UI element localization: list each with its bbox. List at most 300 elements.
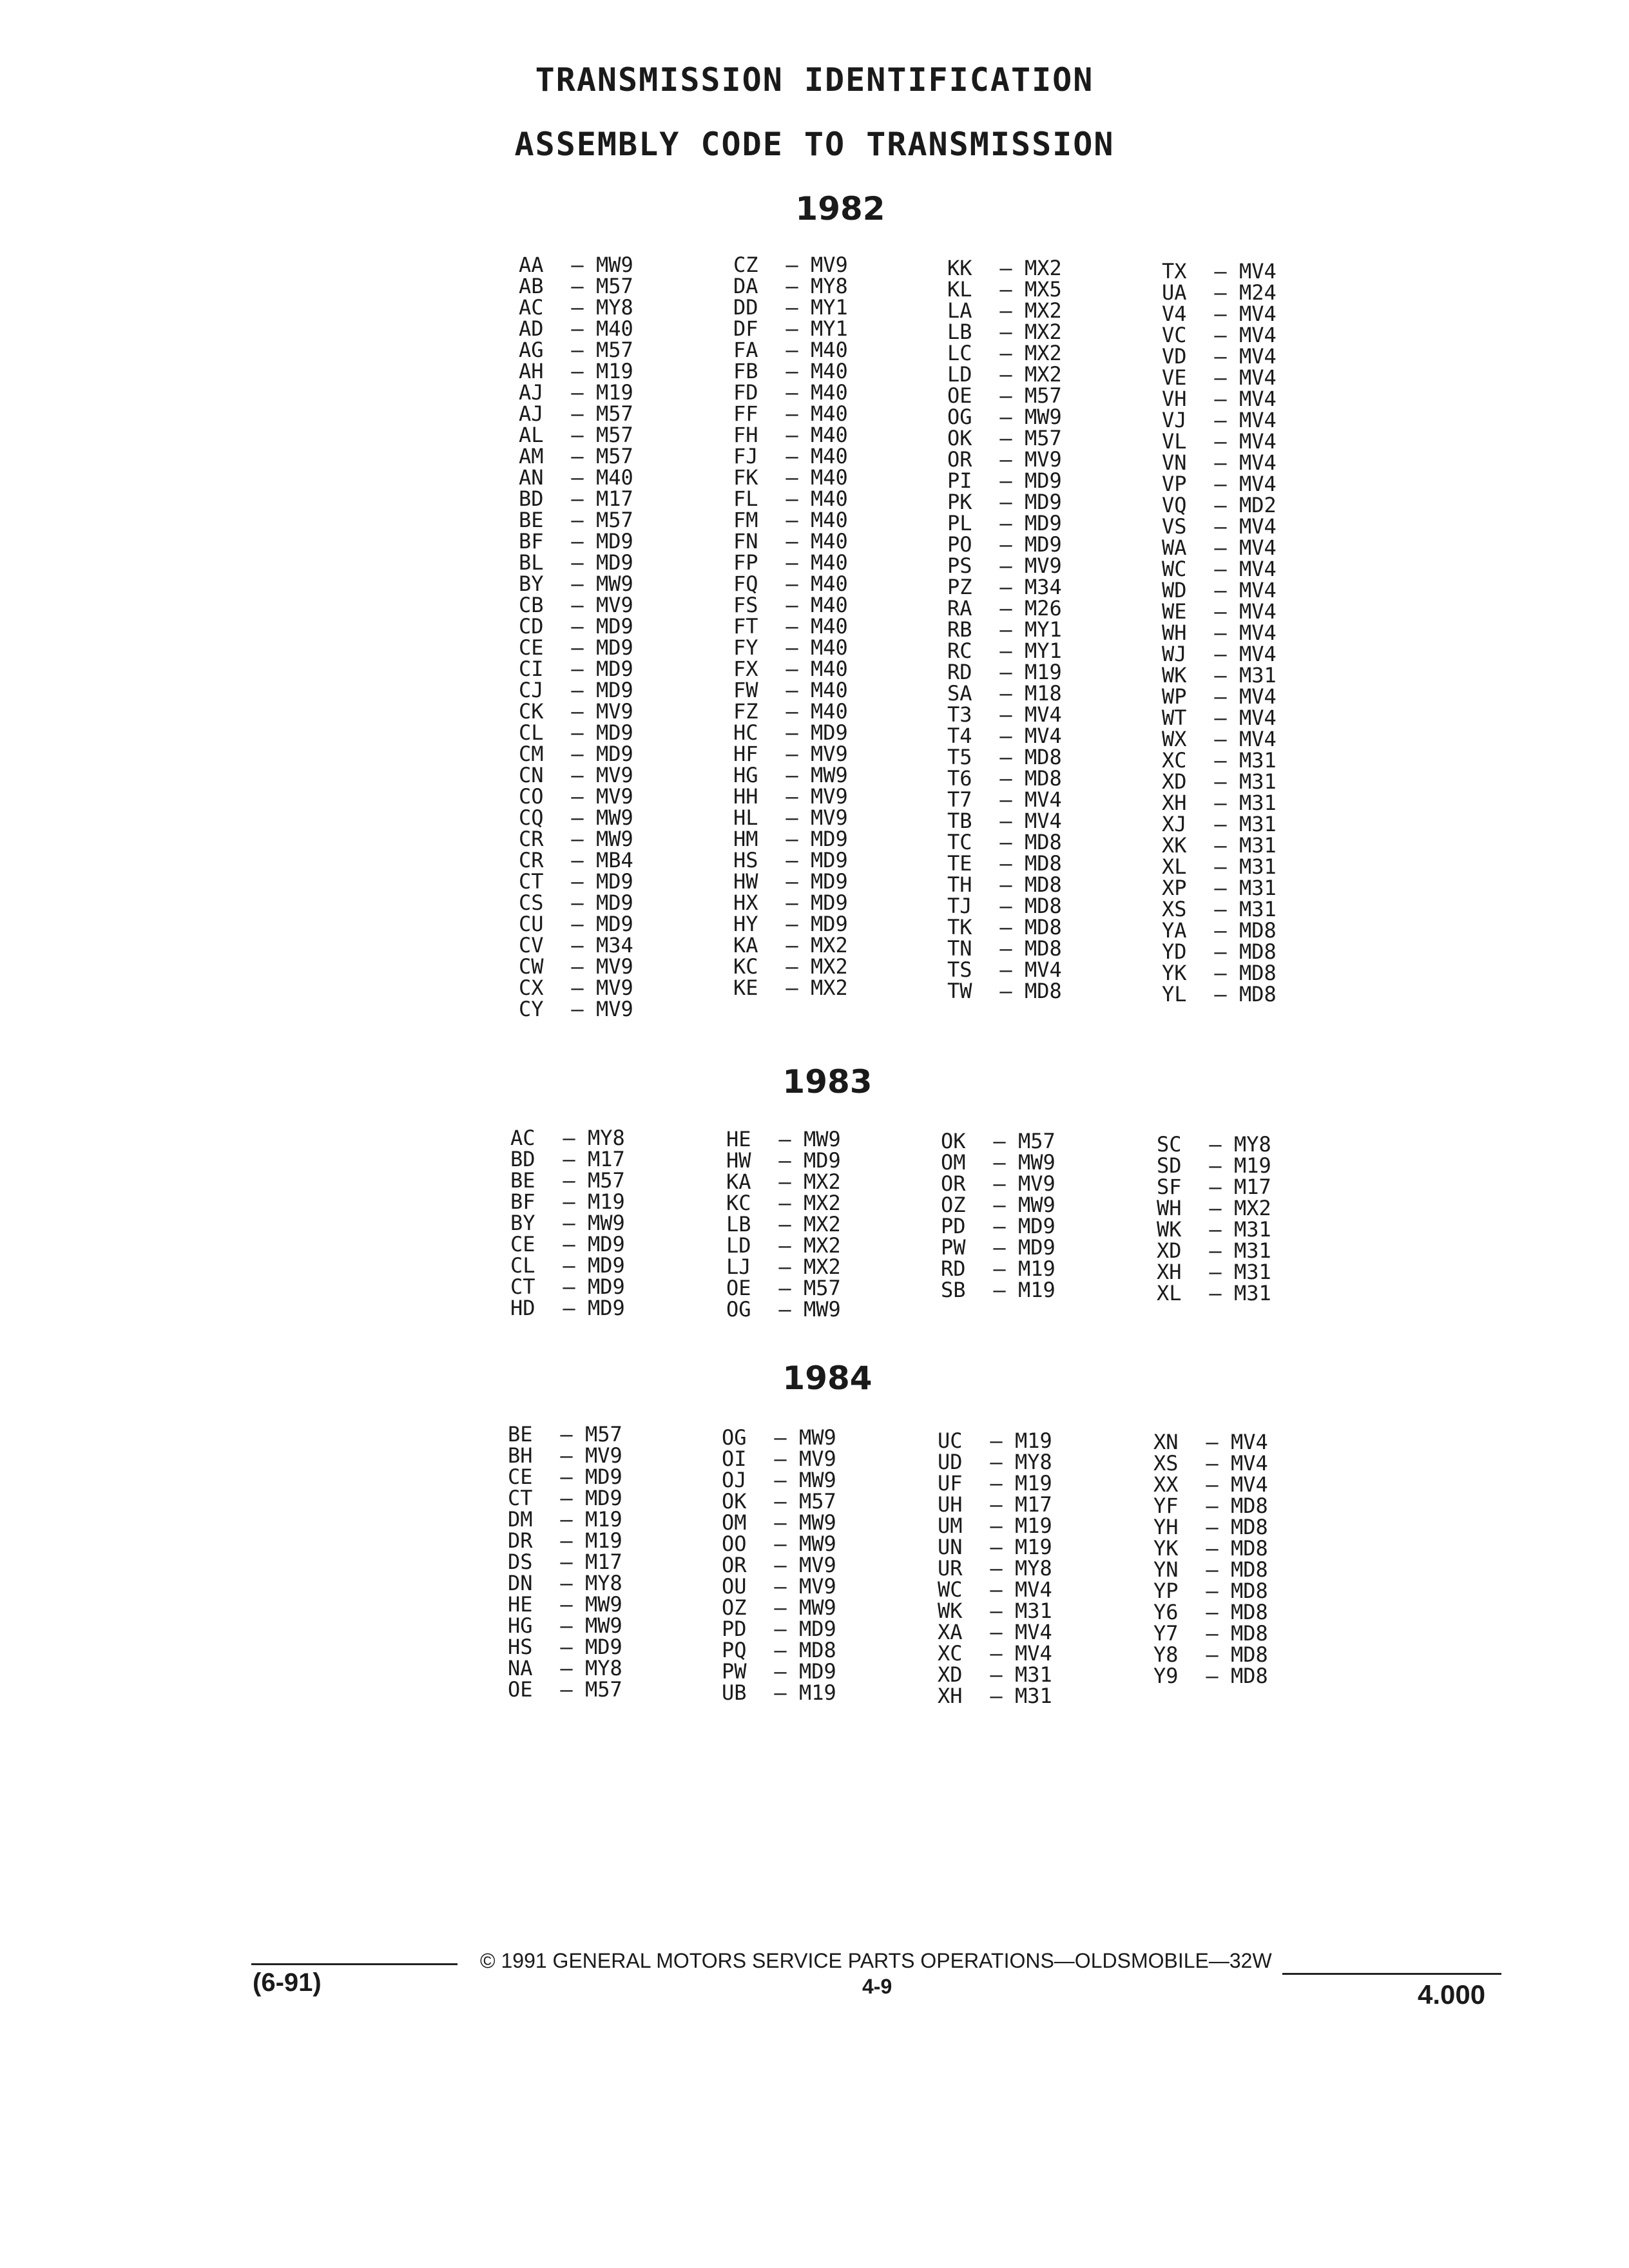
code-entry <box>1162 856 1277 878</box>
assembly-code: XD <box>1157 1238 1182 1263</box>
separator-dash: – <box>571 805 584 830</box>
separator-dash: – <box>1209 1153 1222 1178</box>
code-entry <box>519 977 633 999</box>
transmission-code: M17 <box>1234 1175 1271 1199</box>
transmission-code: MV4 <box>1239 344 1277 369</box>
separator-dash: – <box>990 1620 1003 1644</box>
code-entry <box>722 1448 836 1470</box>
code-entry <box>733 956 848 977</box>
code-entry <box>733 892 848 914</box>
transmission-code: MV4 <box>1239 429 1277 454</box>
assembly-code: Y9 <box>1153 1664 1179 1688</box>
assembly-code: FH <box>733 423 758 447</box>
code-entry <box>519 573 633 595</box>
code-entry <box>1153 1495 1268 1517</box>
code-entry <box>510 1276 625 1298</box>
transmission-code: MX2 <box>804 1169 841 1194</box>
transmission-code: MD9 <box>1018 1235 1055 1260</box>
transmission-code: MX2 <box>804 1233 841 1258</box>
assembly-code: Y7 <box>1153 1621 1179 1646</box>
separator-dash: – <box>999 660 1012 684</box>
separator-dash: – <box>778 1233 791 1258</box>
assembly-code: XN <box>1153 1430 1179 1454</box>
separator-dash: – <box>1214 302 1227 326</box>
transmission-code: MD9 <box>1025 532 1062 557</box>
separator-dash: – <box>571 316 584 341</box>
transmission-code: M40 <box>811 635 848 660</box>
separator-dash: – <box>786 593 798 617</box>
code-entry <box>1162 984 1277 1005</box>
transmission-code: M31 <box>1015 1684 1052 1708</box>
transmission-code: M57 <box>596 274 633 298</box>
assembly-code: OU <box>722 1574 747 1599</box>
code-entry <box>947 853 1062 874</box>
transmission-code: M31 <box>1234 1281 1271 1305</box>
assembly-code: XD <box>938 1662 963 1687</box>
separator-dash: – <box>786 380 798 405</box>
code-entry <box>941 1237 1055 1258</box>
assembly-code: XJ <box>1162 812 1187 836</box>
code-entry <box>947 726 1062 747</box>
assembly-code: VS <box>1162 514 1187 539</box>
assembly-code: TS <box>947 957 972 982</box>
code-entry <box>519 467 633 488</box>
transmission-code: MW9 <box>585 1613 622 1638</box>
code-entry <box>947 470 1062 492</box>
code-entry <box>1162 601 1277 622</box>
code-entry <box>947 938 1062 959</box>
separator-dash: – <box>571 550 584 575</box>
separator-dash: – <box>999 894 1012 918</box>
separator-dash: – <box>786 635 798 660</box>
code-entry <box>519 892 633 914</box>
year-heading-1982: 1982 <box>795 190 885 227</box>
transmission-code: MD9 <box>596 742 633 766</box>
code-entry <box>508 1509 622 1530</box>
assembly-code: XS <box>1162 897 1187 921</box>
transmission-code: MD8 <box>1025 745 1062 769</box>
transmission-code: MD8 <box>1239 961 1277 985</box>
code-entry <box>519 701 633 722</box>
transmission-code: M40 <box>811 338 848 362</box>
separator-dash: – <box>786 423 798 447</box>
separator-dash: – <box>571 720 584 745</box>
transmission-code: MY8 <box>585 1571 622 1595</box>
code-entry <box>947 768 1062 789</box>
code-entry <box>938 1622 1052 1643</box>
transmission-code: MX2 <box>1025 320 1062 344</box>
code-entry <box>519 658 633 680</box>
transmission-code: M34 <box>1025 575 1062 599</box>
code-entry <box>947 981 1062 1002</box>
separator-dash: – <box>560 1656 573 1680</box>
separator-dash: – <box>1214 514 1227 539</box>
transmission-code: MV9 <box>811 742 848 766</box>
transmission-code: MD8 <box>1025 830 1062 854</box>
separator-dash: – <box>990 1514 1003 1538</box>
transmission-code: M40 <box>811 699 848 724</box>
transmission-code: MD9 <box>585 1635 622 1659</box>
assembly-code: UD <box>938 1450 963 1474</box>
code-entry <box>726 1256 841 1278</box>
separator-dash: – <box>774 1659 787 1684</box>
code-entry <box>941 1131 1055 1152</box>
assembly-code: KC <box>733 954 758 979</box>
code-entry <box>722 1619 836 1640</box>
assembly-code: T6 <box>947 766 972 791</box>
code-entry <box>519 935 633 956</box>
separator-dash: – <box>999 809 1012 833</box>
separator-dash: – <box>1206 1621 1219 1646</box>
code-entry <box>519 382 633 403</box>
separator-dash: – <box>990 1662 1003 1687</box>
code-entry <box>1157 1198 1271 1219</box>
assembly-code: CL <box>519 720 544 745</box>
transmission-code: MD9 <box>811 869 848 894</box>
transmission-code: MY8 <box>1234 1132 1271 1157</box>
separator-dash: – <box>993 1235 1006 1260</box>
assembly-code: TE <box>947 851 972 876</box>
code-entry <box>519 850 633 871</box>
code-entry <box>938 1537 1052 1558</box>
separator-dash: – <box>1206 1536 1219 1561</box>
code-entry <box>726 1278 841 1299</box>
assembly-code: VP <box>1162 472 1187 496</box>
code-entry <box>1162 346 1277 367</box>
transmission-code: MW9 <box>596 827 633 851</box>
code-entry <box>947 258 1062 279</box>
assembly-code: VE <box>1162 365 1187 390</box>
assembly-code: VH <box>1162 387 1187 411</box>
assembly-code: FM <box>733 508 758 532</box>
separator-dash: – <box>571 657 584 681</box>
assembly-code: WC <box>938 1577 963 1602</box>
assembly-code: YF <box>1153 1494 1179 1518</box>
assembly-code: VQ <box>1162 493 1187 517</box>
separator-dash: – <box>999 596 1012 620</box>
separator-dash: – <box>1206 1472 1219 1497</box>
code-entry <box>1162 686 1277 707</box>
separator-dash: – <box>999 298 1012 323</box>
footer-right-code: 4.000 <box>1418 1979 1486 2010</box>
assembly-code: HL <box>733 805 758 830</box>
separator-dash: – <box>1214 727 1227 751</box>
separator-dash: – <box>999 745 1012 769</box>
code-entry <box>1157 1134 1271 1155</box>
assembly-code: VN <box>1162 450 1187 475</box>
transmission-code: M31 <box>1239 833 1277 858</box>
assembly-code: YL <box>1162 982 1187 1006</box>
assembly-code: WP <box>1162 684 1187 709</box>
assembly-code: YK <box>1162 961 1187 985</box>
assembly-code: PD <box>941 1214 966 1238</box>
transmission-code: MD9 <box>585 1465 622 1489</box>
separator-dash: – <box>774 1680 787 1705</box>
code-entry <box>519 722 633 744</box>
code-column <box>1162 261 1277 1005</box>
code-entry <box>519 276 633 297</box>
separator-dash: – <box>999 639 1012 663</box>
code-entry <box>1162 899 1277 920</box>
transmission-code: MW9 <box>799 1532 836 1556</box>
assembly-code: UB <box>722 1680 747 1705</box>
separator-dash: – <box>1214 876 1227 900</box>
transmission-code: MD8 <box>1231 1515 1268 1539</box>
transmission-code: MY8 <box>1015 1450 1052 1474</box>
separator-dash: – <box>786 508 798 532</box>
transmission-code: M19 <box>596 359 633 383</box>
separator-dash: – <box>990 1556 1003 1581</box>
assembly-code: DN <box>508 1571 533 1595</box>
code-entry <box>508 1466 622 1488</box>
separator-dash: – <box>999 979 1012 1003</box>
separator-dash: – <box>571 274 584 298</box>
code-entry <box>519 446 633 467</box>
transmission-code: MV4 <box>1239 727 1277 751</box>
separator-dash: – <box>786 401 798 426</box>
code-entry <box>733 510 848 531</box>
transmission-code: MW9 <box>1025 405 1062 429</box>
transmission-code: MY1 <box>811 295 848 320</box>
transmission-code: MW9 <box>799 1468 836 1492</box>
assembly-code: BY <box>510 1211 535 1235</box>
transmission-code: MV4 <box>1025 702 1062 727</box>
transmission-code: MV9 <box>799 1574 836 1599</box>
code-entry <box>947 428 1062 449</box>
assembly-code: UH <box>938 1492 963 1517</box>
code-entry <box>733 573 848 595</box>
code-entry <box>1153 1517 1268 1538</box>
transmission-code: M57 <box>588 1168 625 1193</box>
separator-dash: – <box>1209 1175 1222 1199</box>
assembly-code: CQ <box>519 805 544 830</box>
separator-dash: – <box>560 1507 573 1532</box>
code-entry <box>947 917 1062 938</box>
code-entry <box>519 616 633 637</box>
transmission-code: MX2 <box>804 1212 841 1236</box>
code-entry <box>1162 814 1277 835</box>
separator-dash: – <box>786 486 798 511</box>
transmission-code: M40 <box>811 486 848 511</box>
transmission-code: MD9 <box>596 657 633 681</box>
separator-dash: – <box>778 1148 791 1173</box>
assembly-code: RD <box>947 660 972 684</box>
transmission-code: M40 <box>811 444 848 468</box>
code-column <box>519 255 633 1020</box>
code-entry <box>726 1214 841 1235</box>
assembly-code: CD <box>519 614 544 639</box>
transmission-code: M31 <box>1234 1217 1271 1242</box>
separator-dash: – <box>778 1191 791 1215</box>
assembly-code: YK <box>1153 1536 1179 1561</box>
assembly-code: FY <box>733 635 758 660</box>
code-entry <box>1162 474 1277 495</box>
separator-dash: – <box>786 699 798 724</box>
code-entry <box>1153 1453 1268 1474</box>
transmission-code: MW9 <box>799 1510 836 1535</box>
transmission-code: MD9 <box>1018 1214 1055 1238</box>
transmission-code: MD9 <box>1025 490 1062 514</box>
separator-dash: – <box>1214 493 1227 517</box>
assembly-code: OK <box>722 1489 747 1514</box>
transmission-code: MV9 <box>1025 447 1062 472</box>
code-column <box>938 1430 1052 1707</box>
transmission-code: M19 <box>588 1189 625 1214</box>
code-entry <box>519 403 633 425</box>
transmission-code: MD9 <box>811 720 848 745</box>
transmission-code: MV4 <box>1239 684 1277 709</box>
separator-dash: – <box>571 444 584 468</box>
transmission-code: M57 <box>585 1677 622 1702</box>
code-entry <box>947 534 1062 555</box>
code-entry <box>1153 1644 1268 1666</box>
code-entry <box>519 552 633 573</box>
separator-dash: – <box>571 338 584 362</box>
separator-dash: – <box>786 678 798 702</box>
transmission-code: MD8 <box>1231 1621 1268 1646</box>
assembly-code: CM <box>519 742 544 766</box>
separator-dash: – <box>786 253 798 277</box>
separator-dash: – <box>1214 982 1227 1006</box>
assembly-code: PW <box>722 1659 747 1684</box>
assembly-code: HY <box>733 912 758 936</box>
separator-dash: – <box>774 1617 787 1641</box>
assembly-code: AJ <box>519 380 544 405</box>
transmission-code: M40 <box>811 657 848 681</box>
transmission-code: MY8 <box>588 1126 625 1150</box>
assembly-code: CS <box>519 890 544 915</box>
separator-dash: – <box>999 447 1012 472</box>
transmission-code: MD8 <box>1231 1600 1268 1624</box>
code-entry <box>733 340 848 361</box>
separator-dash: – <box>560 1571 573 1595</box>
code-entry <box>722 1470 836 1491</box>
code-entry <box>510 1255 625 1276</box>
code-entry <box>733 361 848 382</box>
code-entry <box>508 1530 622 1552</box>
separator-dash: – <box>1206 1642 1219 1667</box>
separator-dash: – <box>786 338 798 362</box>
code-entry <box>722 1576 836 1597</box>
separator-dash: – <box>786 295 798 320</box>
assembly-code: NA <box>508 1656 533 1680</box>
separator-dash: – <box>571 380 584 405</box>
transmission-code: M31 <box>1239 663 1277 687</box>
assembly-code: HW <box>733 869 758 894</box>
separator-dash: – <box>999 872 1012 897</box>
separator-dash: – <box>1209 1238 1222 1263</box>
separator-dash: – <box>774 1595 787 1620</box>
code-entry <box>519 871 633 892</box>
transmission-code: M24 <box>1239 280 1277 305</box>
code-entry <box>938 1473 1052 1494</box>
transmission-code: MW9 <box>596 805 633 830</box>
code-entry <box>947 811 1062 832</box>
assembly-code: VD <box>1162 344 1187 369</box>
assembly-code: XC <box>1162 748 1187 773</box>
transmission-code: MV4 <box>1015 1641 1052 1666</box>
code-entry <box>947 385 1062 407</box>
transmission-code: M40 <box>811 401 848 426</box>
separator-dash: – <box>1209 1281 1222 1305</box>
separator-dash: – <box>999 575 1012 599</box>
code-entry <box>947 874 1062 896</box>
code-entry <box>947 343 1062 364</box>
separator-dash: – <box>1206 1664 1219 1688</box>
separator-dash: – <box>774 1553 787 1577</box>
assembly-code: OK <box>941 1129 966 1153</box>
separator-dash: – <box>786 763 798 787</box>
transmission-code: M19 <box>1015 1535 1052 1559</box>
assembly-code: VJ <box>1162 408 1187 432</box>
transmission-code: M40 <box>811 529 848 553</box>
assembly-code: OM <box>722 1510 747 1535</box>
assembly-code: XP <box>1162 876 1187 900</box>
assembly-code: DS <box>508 1550 533 1574</box>
transmission-code: MV4 <box>1239 706 1277 730</box>
transmission-code: MV9 <box>799 1553 836 1577</box>
separator-dash: – <box>560 1550 573 1574</box>
separator-dash: – <box>1214 387 1227 411</box>
code-entry <box>1153 1432 1268 1453</box>
assembly-code: FN <box>733 529 758 553</box>
assembly-code: PQ <box>722 1638 747 1662</box>
transmission-code: M31 <box>1239 769 1277 794</box>
transmission-code: M19 <box>1018 1278 1055 1302</box>
separator-dash: – <box>560 1677 573 1702</box>
transmission-code: MV4 <box>1025 957 1062 982</box>
code-entry <box>508 1488 622 1509</box>
separator-dash: – <box>1206 1494 1219 1518</box>
transmission-code: M57 <box>1025 383 1062 408</box>
transmission-code: M40 <box>811 359 848 383</box>
assembly-code: LC <box>947 341 972 365</box>
separator-dash: – <box>774 1574 787 1599</box>
assembly-code: OR <box>722 1553 747 1577</box>
code-entry <box>733 318 848 340</box>
assembly-code: FP <box>733 550 758 575</box>
code-entry <box>947 555 1062 577</box>
transmission-code: MV9 <box>596 954 633 979</box>
transmission-code: MD8 <box>1231 1536 1268 1561</box>
transmission-code: MV4 <box>1239 450 1277 475</box>
separator-dash: – <box>999 277 1012 302</box>
transmission-code: MV4 <box>1231 1430 1268 1454</box>
code-entry <box>519 531 633 552</box>
code-entry <box>722 1533 836 1555</box>
code-entry <box>508 1615 622 1637</box>
separator-dash: – <box>786 614 798 639</box>
transmission-code: MX5 <box>1025 277 1062 302</box>
assembly-code: FJ <box>733 444 758 468</box>
separator-dash: – <box>990 1535 1003 1559</box>
code-entry <box>733 637 848 658</box>
transmission-code: MV9 <box>1025 553 1062 578</box>
transmission-code: M19 <box>1025 660 1062 684</box>
assembly-code: WK <box>1157 1217 1182 1242</box>
assembly-code: CI <box>519 657 544 681</box>
code-entry <box>947 704 1062 726</box>
code-entry <box>938 1515 1052 1537</box>
transmission-code: MD9 <box>799 1659 836 1684</box>
code-entry <box>947 322 1062 343</box>
code-entry <box>1162 644 1277 665</box>
code-entry <box>733 850 848 871</box>
separator-dash: – <box>990 1428 1003 1453</box>
assembly-code: XL <box>1157 1281 1182 1305</box>
footer-rule-left <box>251 1963 458 1965</box>
assembly-code: PZ <box>947 575 972 599</box>
